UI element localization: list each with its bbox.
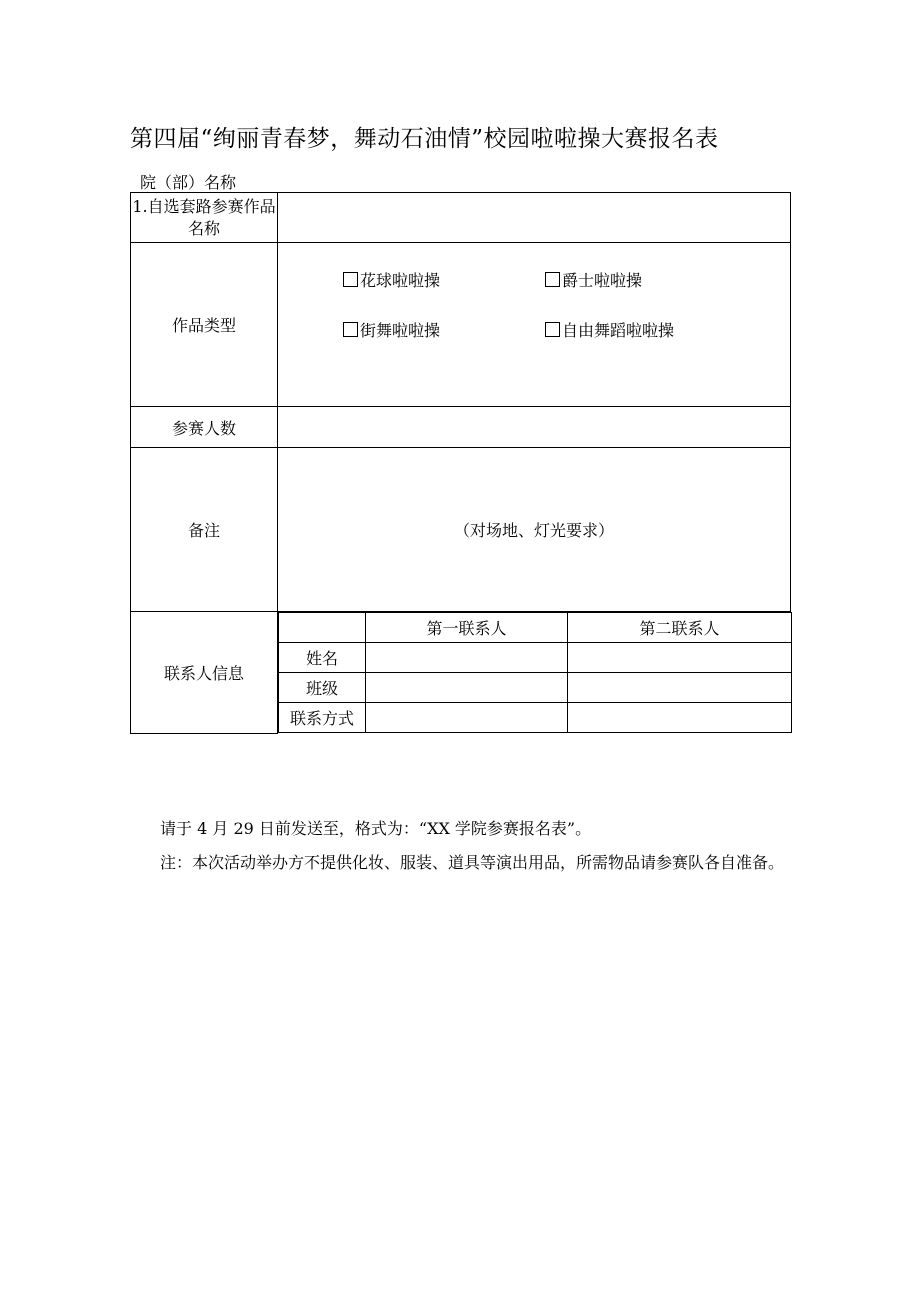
- contact2-phone-input[interactable]: [568, 703, 792, 733]
- checkbox-icon[interactable]: [545, 322, 560, 337]
- contact1-name-input[interactable]: [366, 643, 568, 673]
- contact-label-cell: [131, 612, 278, 734]
- contact-corner-cell: [279, 613, 366, 643]
- checkbox-icon[interactable]: [343, 272, 358, 287]
- option-freestyle-cheer[interactable]: [545, 318, 674, 341]
- contact1-class-input[interactable]: [366, 673, 568, 703]
- registration-table: [130, 192, 791, 734]
- option-label: 街舞啦啦操: [360, 321, 441, 340]
- contact-grid: [278, 612, 792, 733]
- participants-input[interactable]: [278, 407, 791, 448]
- remarks-label-cell: [131, 448, 278, 612]
- option-pom-cheer[interactable]: [343, 268, 440, 291]
- option-label: 自由舞蹈啦啦操: [562, 321, 675, 340]
- contact-field-label: 班级: [279, 673, 366, 703]
- contact-field-label: 姓名: [279, 643, 366, 673]
- option-hiphop-cheer[interactable]: [343, 318, 440, 341]
- option-label: 爵士啦啦操: [562, 271, 643, 290]
- participants-label-cell: [131, 407, 278, 448]
- contact-label: 联系人信息: [163, 663, 244, 683]
- contact-grid-cell: [278, 612, 791, 734]
- contact2-class-input[interactable]: [568, 673, 792, 703]
- checkbox-icon[interactable]: [545, 272, 560, 287]
- remarks-hint: （对场地、灯光要求）: [453, 521, 614, 540]
- option-jazz-cheer[interactable]: [545, 268, 642, 291]
- department-label: 院（部）名称: [140, 173, 237, 192]
- contact-field-label: 联系方式: [279, 703, 366, 733]
- contact1-phone-input[interactable]: [366, 703, 568, 733]
- work-name-input[interactable]: [278, 193, 791, 243]
- contact-col-header: 第二联系人: [568, 613, 792, 643]
- remarks-label: 备注: [187, 521, 220, 540]
- checkbox-icon[interactable]: [343, 322, 358, 337]
- work-type-options: [278, 243, 791, 407]
- work-name-label: 1.自选套路参赛作品名称: [132, 196, 276, 238]
- department-input-line[interactable]: [244, 174, 440, 193]
- work-name-label-cell: [131, 193, 278, 243]
- department-line: [140, 170, 440, 193]
- submission-note: 请于 4 月 29 日前发送至，格式为：“XX 学院参赛报名表”。: [160, 819, 592, 838]
- remarks-input[interactable]: [278, 448, 791, 612]
- page-title: 第四届“绚丽青春梦，舞动石油情”校园啦啦操大赛报名表: [130, 126, 719, 152]
- contact2-name-input[interactable]: [568, 643, 792, 673]
- participants-label: 参赛人数: [171, 418, 236, 438]
- contact-col-header: 第一联系人: [366, 613, 568, 643]
- work-type-label-cell: [131, 243, 278, 407]
- supplies-note: 注：本次活动举办方不提供化妆、服装、道具等演出用品，所需物品请参赛队各自准备。: [160, 853, 785, 872]
- work-type-label: 作品类型: [171, 316, 236, 335]
- option-label: 花球啦啦操: [360, 271, 441, 290]
